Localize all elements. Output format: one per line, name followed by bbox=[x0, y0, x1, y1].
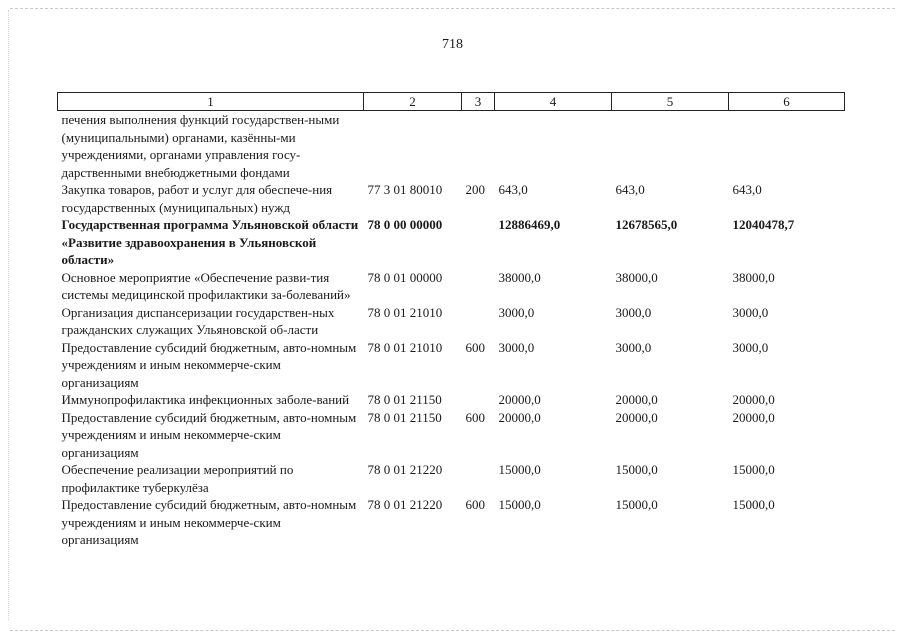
table-row bbox=[58, 409, 845, 462]
row-amount-year3: 38000,0 bbox=[732, 269, 775, 285]
row-expense-type: 600 bbox=[465, 339, 485, 355]
row-amount-year3: 3000,0 bbox=[732, 339, 769, 355]
row-amount-year1: 15000,0 bbox=[498, 462, 541, 477]
row-name: Государственная программа Ульяновской области «Развитие здравоохранения в Ульяновской области» bbox=[61, 217, 359, 267]
row-target-code: 78 0 01 21010 bbox=[367, 339, 443, 355]
row-expense-type: 200 bbox=[465, 182, 485, 197]
row-amount-year1: 20000,0 bbox=[498, 409, 541, 425]
row-name: Основное мероприятие «Обеспечение разви-тия системы медицинской профилактики за-болеваний» bbox=[61, 269, 351, 302]
row-target-code bbox=[364, 111, 462, 182]
scan-edge-top bbox=[10, 8, 895, 9]
row-amount-year3: 20000,0 bbox=[732, 409, 775, 425]
table-row bbox=[58, 181, 845, 216]
row-amount-year2: 20000,0 bbox=[615, 392, 658, 407]
row-amount-year3: 15000,0 bbox=[732, 462, 775, 477]
row-amount-year1: 38000,0 bbox=[498, 269, 541, 285]
header-col-year2: 5 bbox=[612, 93, 729, 111]
row-target-code: 78 0 01 21010 bbox=[367, 304, 443, 320]
row-expense-type bbox=[462, 111, 495, 182]
row-name: Предоставление субсидий бюджетным, авто-номным учреждениям и иным некоммерче-ским организациям bbox=[61, 339, 357, 390]
row-name: Предоставление субсидий бюджетным, авто-номным учреждениям и иным некоммерче-ским организациям bbox=[61, 409, 357, 460]
table-body bbox=[58, 111, 845, 549]
table-row bbox=[58, 391, 845, 409]
row-amount-year2: 643,0 bbox=[615, 182, 645, 197]
table-row bbox=[58, 304, 845, 339]
budget-table bbox=[57, 92, 845, 549]
row-name: Обеспечение реализации мероприятий по профилактике туберкулёза bbox=[61, 462, 294, 495]
row-amount-year2: 38000,0 bbox=[615, 269, 658, 285]
row-amount-year3: 3000,0 bbox=[732, 304, 769, 320]
row-amount-year1: 3000,0 bbox=[498, 339, 535, 355]
table-row bbox=[58, 461, 845, 496]
row-amount-year3: 20000,0 bbox=[732, 392, 775, 407]
row-name: Закупка товаров, работ и услуг для обеспече-ния государственных (муниципальных) нужд bbox=[61, 182, 333, 215]
table-row bbox=[58, 339, 845, 392]
row-name: Организация диспансеризации государствен-ных гражданских служащих Ульяновской об-ласти bbox=[61, 304, 335, 337]
row-expense-type bbox=[462, 269, 495, 304]
row-target-code: 77 3 01 80010 bbox=[367, 182, 443, 197]
table-row bbox=[58, 216, 845, 269]
header-col-name: 1 bbox=[58, 93, 364, 111]
row-amount-year1: 3000,0 bbox=[498, 304, 535, 320]
row-amount-year3: 15000,0 bbox=[732, 497, 775, 512]
row-amount-year3: 643,0 bbox=[732, 182, 762, 197]
row-amount-year1: 643,0 bbox=[498, 182, 528, 197]
row-amount-year1 bbox=[495, 111, 612, 182]
row-target-code: 78 0 00 00000 bbox=[367, 217, 443, 232]
row-amount-year2 bbox=[612, 111, 729, 182]
scan-edge-left bbox=[8, 10, 9, 620]
row-target-code: 78 0 01 21150 bbox=[367, 409, 442, 425]
row-amount-year1: 12886469,0 bbox=[498, 217, 561, 232]
row-expense-type bbox=[462, 304, 495, 339]
row-amount-year2: 3000,0 bbox=[615, 304, 652, 320]
row-amount-year2: 12678565,0 bbox=[615, 217, 678, 232]
row-expense-type: 600 bbox=[465, 409, 485, 425]
row-expense-type: 600 bbox=[465, 497, 485, 512]
row-target-code: 78 0 01 21220 bbox=[367, 497, 443, 512]
row-amount-year1: 20000,0 bbox=[498, 392, 541, 407]
row-target-code: 78 0 01 21150 bbox=[367, 392, 442, 407]
row-amount-year2: 15000,0 bbox=[615, 497, 658, 512]
header-col-year1: 4 bbox=[495, 93, 612, 111]
header-col-year3: 6 bbox=[729, 93, 845, 111]
table-row bbox=[58, 496, 845, 549]
row-expense-type bbox=[462, 391, 495, 409]
page-number: 718 bbox=[442, 37, 463, 52]
row-amount-year2: 20000,0 bbox=[615, 409, 658, 425]
header-col-code: 2 bbox=[364, 93, 462, 111]
scan-edge-bottom bbox=[10, 630, 895, 631]
row-target-code: 78 0 01 00000 bbox=[367, 269, 443, 285]
row-amount-year2: 3000,0 bbox=[615, 339, 652, 355]
header-row bbox=[58, 93, 845, 111]
row-amount-year3 bbox=[729, 111, 845, 182]
row-expense-type bbox=[462, 461, 495, 496]
row-name: Иммунопрофилактика инфекционных заболе-ваний bbox=[61, 392, 350, 407]
row-expense-type bbox=[462, 216, 495, 269]
row-target-code: 78 0 01 21220 bbox=[367, 462, 443, 477]
row-amount-year3: 12040478,7 bbox=[732, 217, 795, 232]
row-name: Предоставление субсидий бюджетным, авто-номным учреждениям и иным некоммерче-ским организациям bbox=[61, 497, 357, 547]
table-row bbox=[58, 269, 845, 304]
header-col-vr: 3 bbox=[462, 93, 495, 111]
row-amount-year2: 15000,0 bbox=[615, 462, 658, 477]
row-name: печения выполнения функций государствен-ными (муниципальными) органами, казённы-ми учреждениями, органами управления госу-дарственными внебюджетными фондами bbox=[61, 112, 340, 180]
row-amount-year1: 15000,0 bbox=[498, 497, 541, 512]
table-row bbox=[58, 111, 845, 182]
